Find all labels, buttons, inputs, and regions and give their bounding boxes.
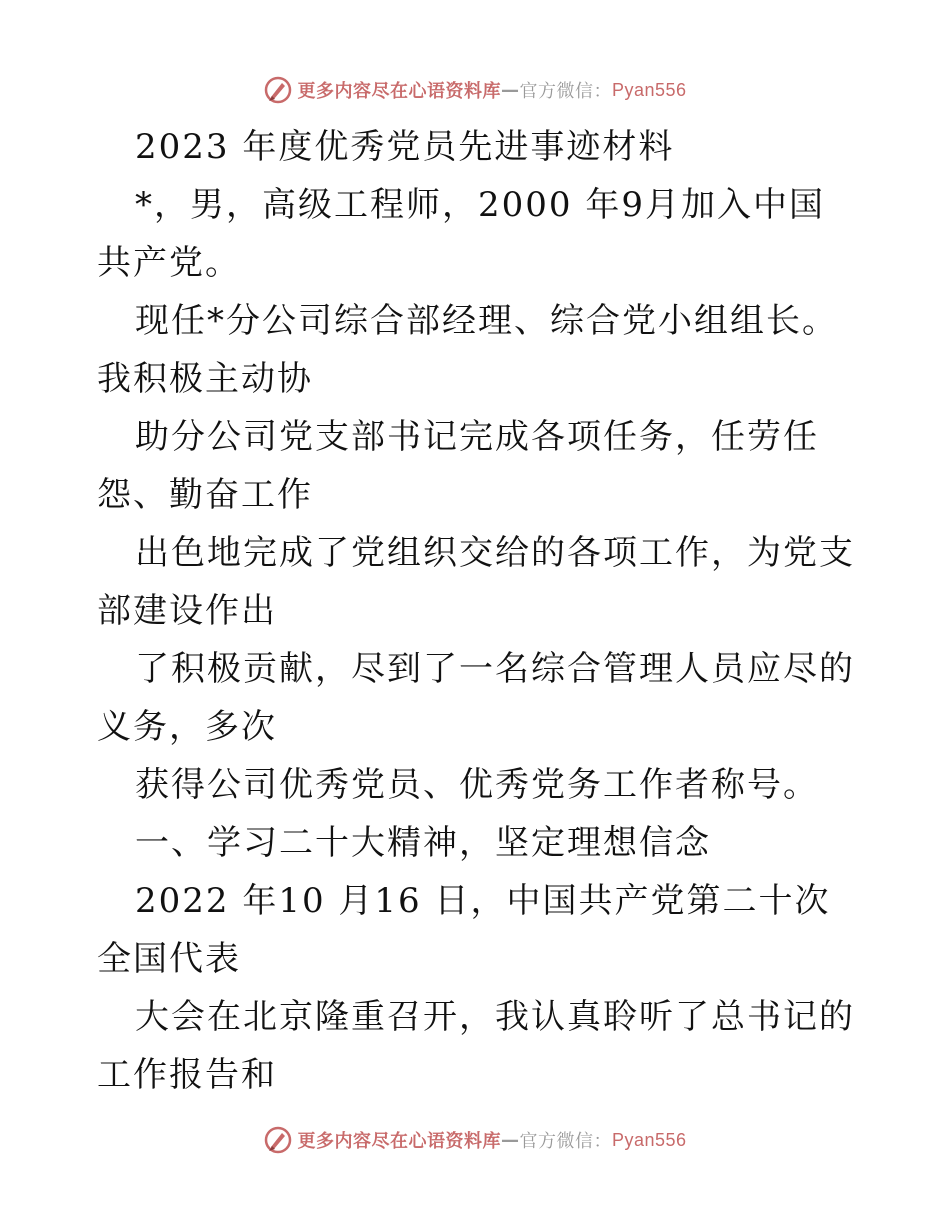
- watermark-dash: —: [500, 79, 520, 101]
- paragraph: 2022 年10 月16 日，中国共产党第二十次全国代表: [97, 881, 831, 979]
- paragraph: 助分公司党支部书记完成各项任务，任劳任怨、勤奋工作: [97, 417, 819, 515]
- paragraph: 出色地完成了党组织交给的各项工作，为党支部建设作出: [97, 533, 855, 631]
- header-watermark: [0, 75, 950, 105]
- document-title: 2023 年度优秀党员先进事迹材料: [135, 127, 675, 167]
- footer-watermark: [0, 1125, 950, 1155]
- section-heading: 一、学习二十大精神，坚定理想信念: [135, 823, 711, 863]
- watermark-label: 官方微信：: [519, 1131, 612, 1152]
- watermark-label: 官方微信：: [519, 81, 612, 102]
- paragraph: *，男，高级工程师，2000 年9月加入中国共产党。: [97, 185, 825, 283]
- watermark-id: Pyan556: [611, 79, 687, 100]
- paragraph: 大会在北京隆重召开，我认真聆听了总书记的工作报告和: [97, 997, 855, 1095]
- watermark-id: Pyan556: [611, 1129, 687, 1150]
- paragraph: 获得公司优秀党员、优秀党务工作者称号。: [135, 765, 819, 805]
- watermark-dash: —: [500, 1129, 520, 1151]
- paragraph: 了积极贡献，尽到了一名综合管理人员应尽的义务，多次: [97, 649, 855, 747]
- document-body: [97, 118, 857, 1104]
- pen-logo-icon: [263, 75, 293, 105]
- watermark-brand: 更多内容尽在心语资料库: [297, 1131, 501, 1152]
- pen-logo-icon: [263, 1125, 293, 1155]
- paragraph: 现任*分公司综合部经理、综合党小组组长。我积极主动协: [97, 301, 838, 399]
- watermark-brand: 更多内容尽在心语资料库: [297, 81, 501, 102]
